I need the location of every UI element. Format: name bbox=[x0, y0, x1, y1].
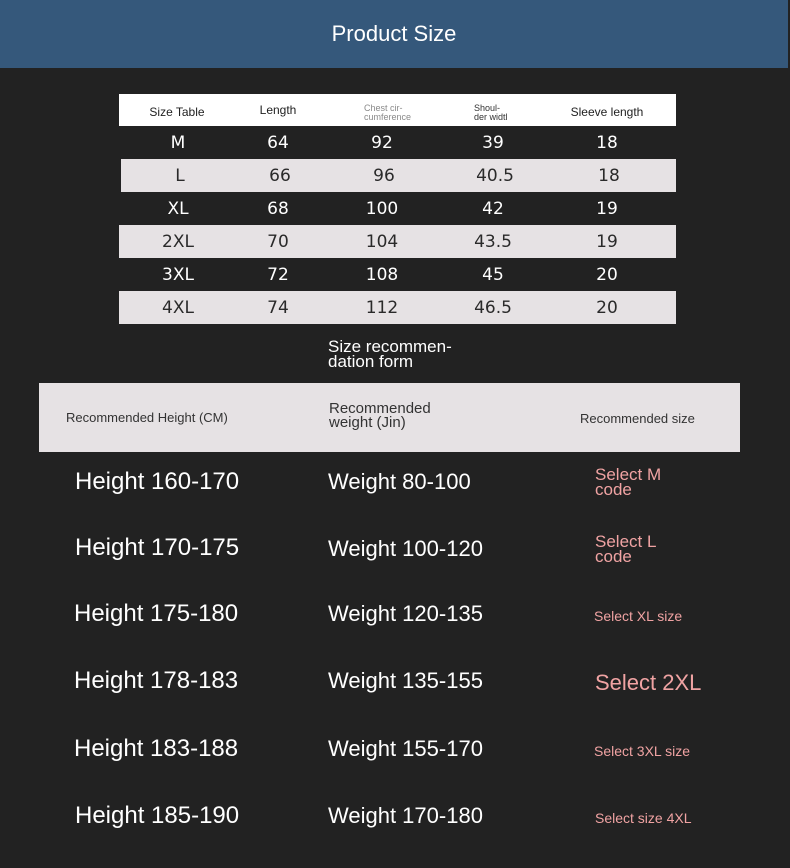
header-size-table: Size Table bbox=[149, 105, 205, 119]
size-table bbox=[119, 94, 676, 324]
size-value: Select 2XL bbox=[595, 670, 702, 695]
length-cell: 68 bbox=[267, 198, 289, 219]
list-item bbox=[0, 667, 790, 707]
header-recommended-size: Recommended size bbox=[580, 411, 695, 426]
size-value: Select XL size bbox=[594, 608, 683, 624]
weight-value: Weight 120-135 bbox=[328, 601, 483, 626]
header-shoulder: Shoul- der widtl bbox=[474, 103, 508, 122]
weight-value: Weight 100-120 bbox=[328, 536, 483, 561]
length-cell: 72 bbox=[267, 264, 289, 285]
weight-value: Weight 135-155 bbox=[328, 668, 483, 693]
length-cell: 64 bbox=[267, 132, 289, 153]
table-row bbox=[119, 192, 676, 225]
size-cell: 4XL bbox=[162, 297, 194, 318]
sleeve-cell: 19 bbox=[596, 231, 618, 252]
list-item bbox=[0, 735, 790, 775]
chest-cell: 96 bbox=[373, 165, 395, 186]
size-cell: 2XL bbox=[162, 231, 194, 252]
header-sleeve: Sleeve length bbox=[570, 105, 644, 119]
shoulder-cell: 46.5 bbox=[474, 297, 512, 318]
table-row bbox=[119, 225, 676, 258]
size-cell: 3XL bbox=[162, 264, 194, 285]
length-cell: 70 bbox=[267, 231, 289, 252]
height-value: Height 175-180 bbox=[74, 600, 239, 627]
list-item bbox=[0, 802, 790, 842]
chest-cell: 92 bbox=[371, 132, 393, 153]
header-recommended-weight: Recommended weight (Jin) bbox=[329, 400, 431, 431]
recommendation-title: Size recommen- dation form bbox=[328, 337, 452, 371]
height-value: Height 160-170 bbox=[75, 468, 240, 495]
table-row bbox=[121, 159, 676, 192]
shoulder-cell: 43.5 bbox=[474, 231, 512, 252]
chest-cell: 108 bbox=[365, 264, 399, 285]
weight-value: Weight 170-180 bbox=[328, 803, 483, 828]
table-row bbox=[119, 291, 676, 324]
page-title: Product Size bbox=[331, 21, 457, 46]
list-item bbox=[0, 466, 790, 506]
table-row bbox=[119, 258, 676, 291]
page-header bbox=[0, 0, 788, 68]
recommendation-header bbox=[39, 383, 740, 452]
size-cell: M bbox=[170, 132, 186, 153]
chest-cell: 104 bbox=[365, 231, 399, 252]
chest-cell: 112 bbox=[365, 297, 399, 318]
weight-value: Weight 80-100 bbox=[328, 469, 471, 494]
shoulder-cell: 40.5 bbox=[476, 165, 514, 186]
shoulder-cell: 39 bbox=[482, 132, 504, 153]
sleeve-cell: 18 bbox=[598, 165, 620, 186]
sleeve-cell: 18 bbox=[596, 132, 618, 153]
length-cell: 74 bbox=[267, 297, 289, 318]
header-chest: Chest cir- cumference bbox=[364, 103, 412, 122]
shoulder-cell: 42 bbox=[482, 198, 504, 219]
header-length: Length bbox=[259, 103, 297, 117]
sleeve-cell: 20 bbox=[596, 264, 618, 285]
size-cell: L bbox=[175, 165, 185, 186]
height-value: Height 183-188 bbox=[74, 735, 239, 762]
chest-cell: 100 bbox=[365, 198, 399, 219]
size-value: Select M code bbox=[595, 465, 662, 499]
list-item bbox=[0, 600, 790, 640]
table-row bbox=[119, 126, 676, 159]
length-cell: 66 bbox=[269, 165, 291, 186]
list-item bbox=[0, 532, 790, 572]
size-value: Select L code bbox=[595, 532, 657, 566]
height-value: Height 170-175 bbox=[75, 534, 240, 561]
height-value: Height 185-190 bbox=[75, 802, 240, 829]
size-value: Select 3XL size bbox=[594, 743, 690, 759]
shoulder-cell: 45 bbox=[482, 264, 504, 285]
weight-value: Weight 155-170 bbox=[328, 736, 483, 761]
sleeve-cell: 20 bbox=[596, 297, 618, 318]
size-table-header bbox=[119, 94, 676, 126]
header-recommended-height: Recommended Height (CM) bbox=[66, 410, 228, 425]
height-value: Height 178-183 bbox=[74, 667, 239, 694]
size-value: Select size 4XL bbox=[595, 810, 692, 826]
sleeve-cell: 19 bbox=[596, 198, 618, 219]
size-cell: XL bbox=[167, 198, 189, 219]
